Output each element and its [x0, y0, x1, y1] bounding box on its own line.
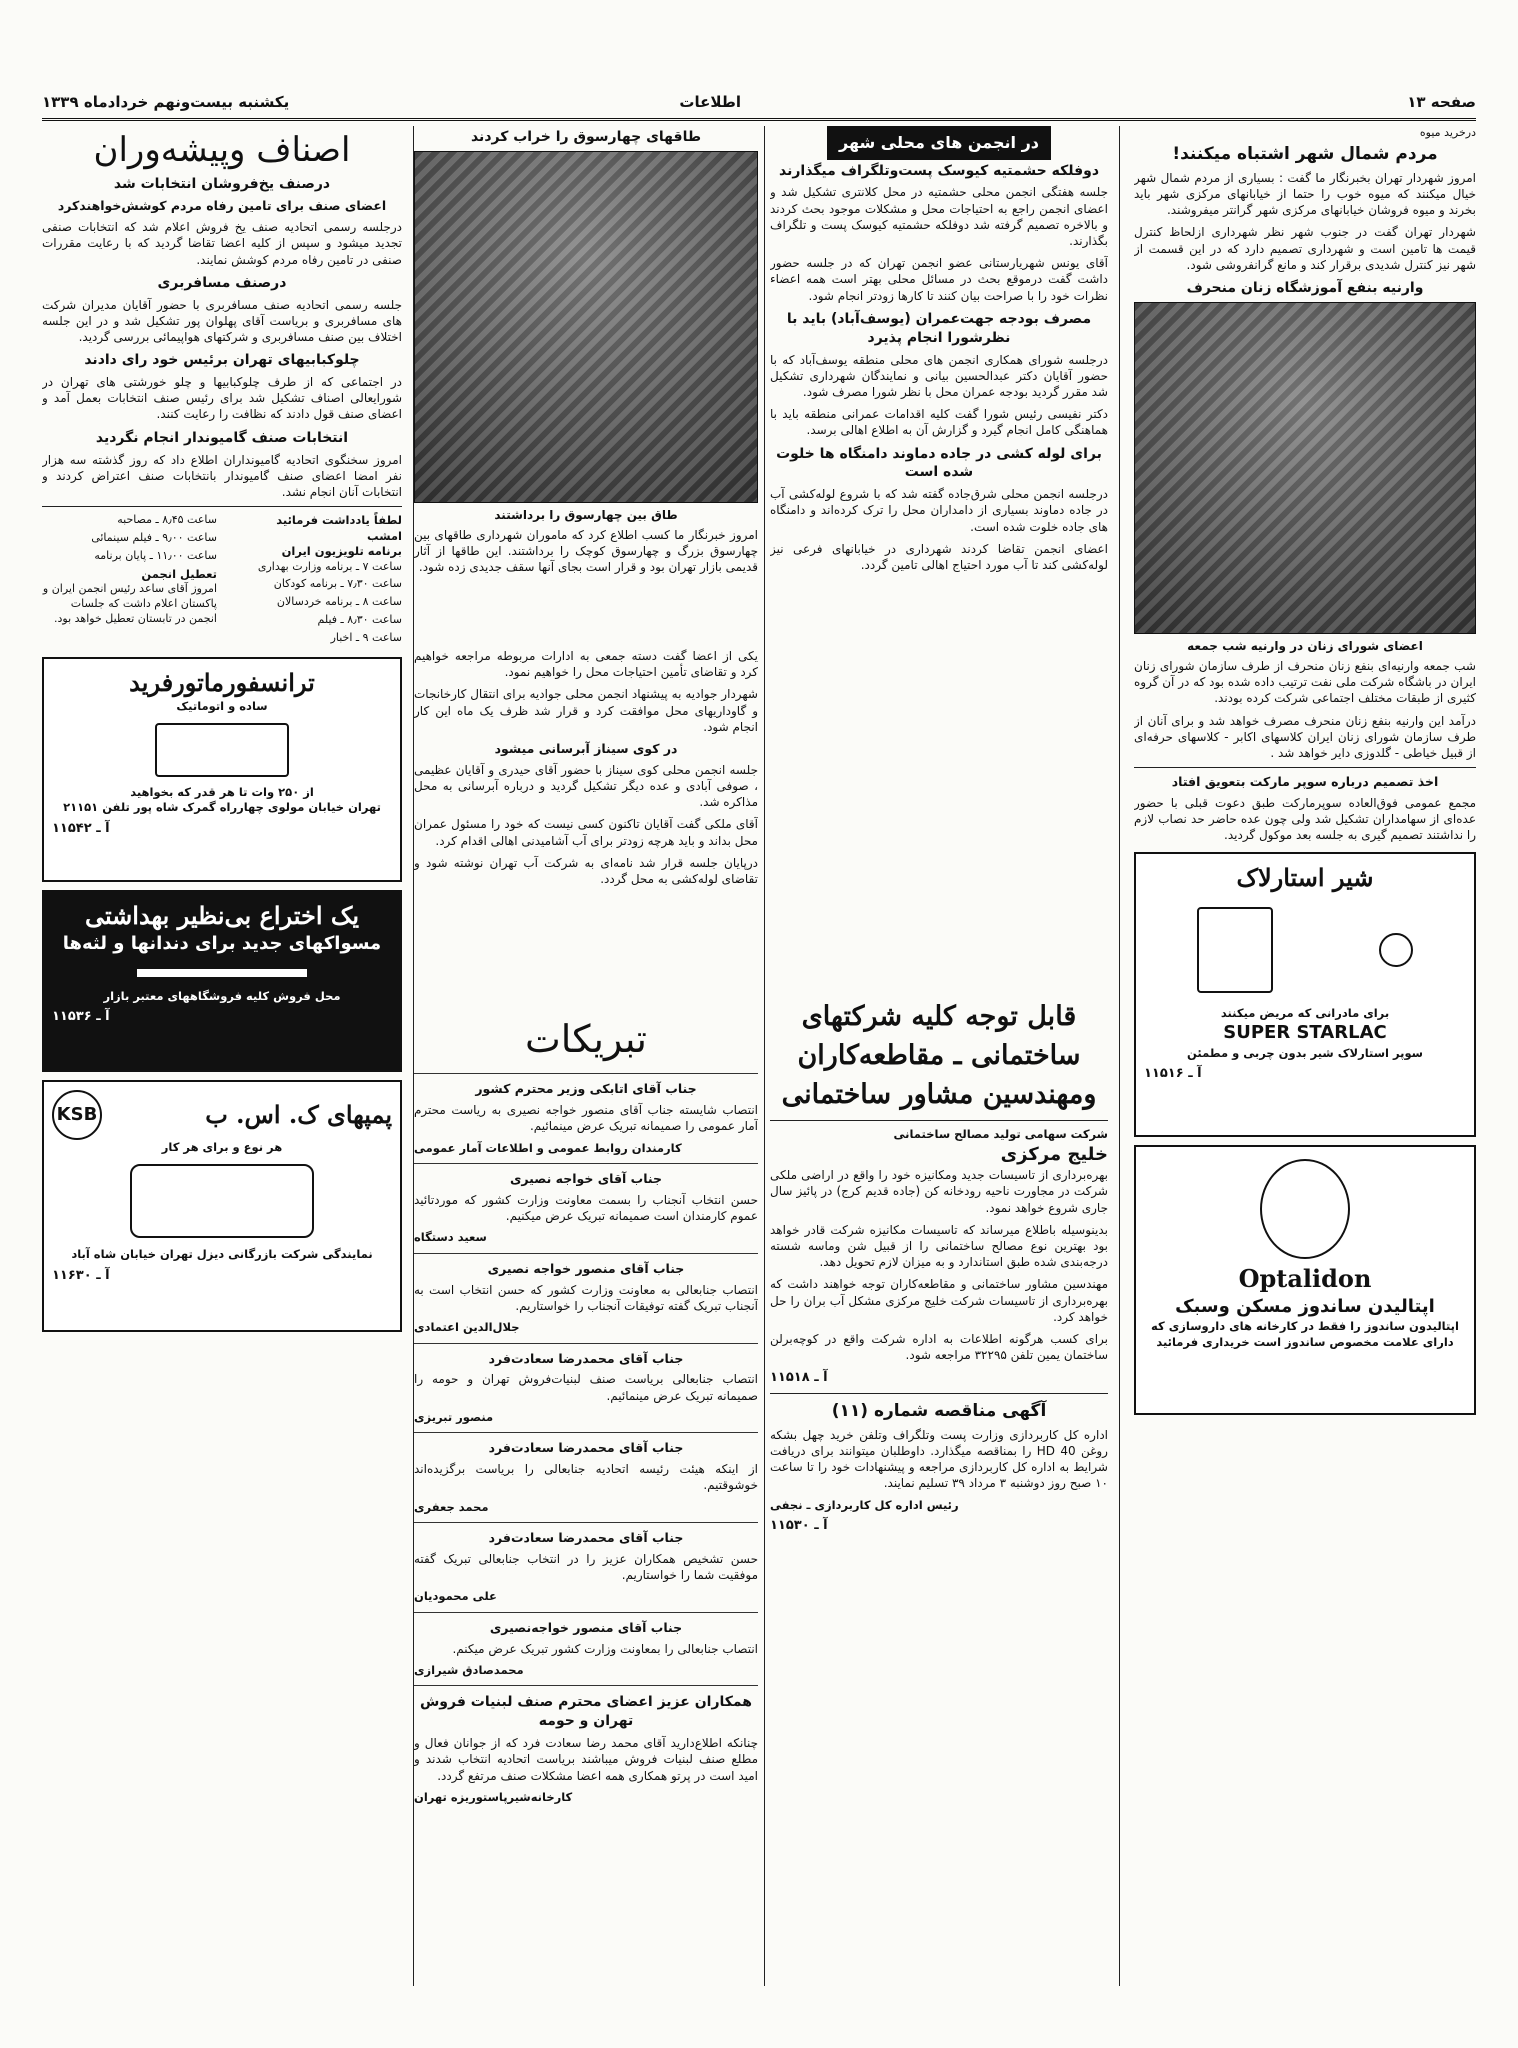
column-2	[770, 126, 1108, 986]
notice-title: قابل توجه کلیه شرکتهای ساختمانی ـ مقاطعه‌کاران ومهندسین مشاور ساختمانی	[781, 1001, 1097, 1111]
photo-caption: طاق بین چهارسوق را برداشتند	[494, 507, 678, 522]
notice-signature: کارخانه‌شیرپاستوریزه تهران	[414, 1789, 573, 1804]
ad-subtitle: هر نوع و برای هر کار	[161, 1139, 283, 1154]
congrats-item	[414, 1253, 758, 1336]
schedule-row: ساعت ۱۱٫۰۰ ـ پایان برنامه	[94, 548, 217, 562]
headline: درصنف مسافربری	[157, 274, 287, 291]
photo-title: طاقهای چهارسوق را خراب کردند	[470, 129, 702, 145]
ad-art	[52, 715, 392, 785]
girl-icon	[1379, 933, 1413, 967]
schedule-row: ساعت ۹٫۰۰ ـ فیلم سینمائی	[91, 530, 217, 544]
headline: مصرف بودجه جهت‌عمران (یوسف‌آباد) باید با نظرشورا انجام پذیرد	[786, 310, 1092, 346]
optalidon-ad	[1134, 1145, 1476, 1415]
congrats-item	[414, 1432, 758, 1515]
ad-brand: Optalidon	[1238, 1263, 1372, 1293]
headline: مردم شمال شهر اشتباه میکنند!	[1172, 143, 1438, 164]
section-label: در انجمن های محلی شهر	[827, 126, 1051, 160]
guild-logo: اصناف وپیشه‌وران	[93, 130, 351, 170]
ad-tagline: برای مادرانی که مریض میکنند	[1220, 1005, 1390, 1020]
ad-header	[52, 1090, 392, 1140]
schedule-list	[42, 513, 217, 564]
women-council-photo	[1134, 302, 1476, 634]
ad-body: اپتالیدون ساندوز را فقط در کارخانه های داروسازی که دارای علامت مخصوص ساندوز است خریداری فرمائید	[1151, 1319, 1459, 1349]
ad-art	[52, 957, 392, 989]
milk-box-icon	[1197, 907, 1273, 993]
pump-icon	[130, 1164, 314, 1238]
congrats-title: تبریکات	[525, 1017, 647, 1061]
headline: انتخابات صنف گامیوندار انجام نگردید	[95, 429, 349, 446]
tv-schedule	[42, 513, 402, 649]
congrats-item	[414, 1343, 758, 1426]
column-divider	[764, 126, 765, 1986]
notice-paragraph: مهندسین مشاور ساختمانی و مقاطعه‌کاران توجه خواهند داشت که بهره‌برداری از تاسیسات شرکت خلیج مرکزی مشکل آب بران را حل خواهد کرد.	[770, 1277, 1108, 1324]
headline: درصنف یخ‌فروشان انتخابات شد	[113, 176, 331, 193]
ad-title: شیر استارلاک	[1236, 862, 1374, 892]
tender-title: آگهی مناقصه شماره (۱۱)	[831, 1400, 1047, 1421]
kicker: درخرید میوه	[1419, 126, 1476, 139]
construction-notice	[770, 997, 1108, 2017]
ad-code: آ ـ ۱۱۵۱۶	[1144, 1066, 1202, 1082]
headline: اخذ تصمیم درباره سوپر مارکت بتعویق افتاد	[1171, 774, 1439, 790]
ksb-pump-ad	[42, 1080, 402, 1332]
ad-body: مسواکهای جدید برای دندانها و لثه‌ها	[62, 933, 382, 955]
schedule-row: ساعت ۸٫۴۵ ـ مصاحبه	[117, 513, 217, 527]
schedule-row: ساعت ۷٫۳۰ ـ برنامه کودکان	[273, 577, 402, 591]
tender-code: آ ـ ۱۱۵۳۰	[770, 1518, 828, 1534]
dairy-notice	[414, 1685, 758, 1805]
schedule-row: ساعت ۸٫۳۰ ـ فیلم	[317, 613, 402, 627]
divider	[42, 506, 402, 507]
ad-brand: SUPER STARLAC	[1223, 1022, 1387, 1044]
article-paragraph: درجلسه انجمن محلی شرق‌جاده گفته شد که با شروع لوله‌کشی آب در جاده دماوند بسیاری از دامداران محل را ترک کرده‌اند و دامنگاه های جاده خلوت شده است.	[770, 487, 1108, 534]
congratulations	[414, 1010, 758, 2030]
ad-address: نمایندگی شرکت بازرگانی دیزل تهران خیابان شاه آباد	[71, 1247, 373, 1262]
article-paragraph: درجلسه رسمی اتحادیه صنف یخ فروش اعلام شد که انتخابات صنفی تجدید میشود و سپس از کلیه اعضا تقاضا گردید که با رعایت مقررات صنفی در تامین رفاه مردم کوشش نمایند.	[42, 220, 402, 267]
tv-block-2	[42, 513, 217, 649]
issue-date: یکشنبه بیست‌ونهم خردادماه ۱۳۳۹	[42, 93, 290, 111]
toothbrush-icon	[137, 969, 307, 977]
ad-price: از ۲۵۰ وات تا هر قدر که بخواهید	[130, 784, 314, 799]
congrats-body: انتصاب شایسته جناب آقای منصور خواجه نصیری به ریاست محترم آمار عمومی را صمیمانه تبریک عرض مینمائیم.	[414, 1103, 758, 1134]
congrats-recipient: جناب آقای خواجه نصیری	[509, 1171, 663, 1187]
article-paragraph: شب جمعه وارنیه‌ای بنفع زنان منحرف از طرف سازمان شورای زنان ایران در باشگاه شرکت ملی نفت ترتیب داده شده بود که در آن گروه کثیری از طبقات مختلف اجتماعی شرکت کرده بودند.	[1134, 658, 1476, 706]
bazaar-photo	[414, 151, 758, 503]
article-paragraph: جلسه رسمی اتحادیه صنف مسافربری با حضور آقایان مدیران شرکت های مسافربری و بریاست آقای پهلوان پور تشکیل شد و در این جلسه اختلاف بین صنف مسافربری و شرکتهای هواپیمائی بررسی گردید.	[42, 297, 402, 344]
tv-program-title: برنامه تلویزیون ایران	[281, 544, 402, 559]
congrats-item	[414, 1073, 758, 1156]
article-paragraph: مجمع عمومی فوق‌العاده سوپرمارکت طبق دعوت قبلی با حضور عده‌ای از سهامداران تشکیل شد ولی چون عده حاضر حد نصاب لازم را نداشتند تصمیم گیری به جلسه بعد موکول گردید.	[1134, 795, 1476, 843]
congrats-recipient: جناب آقای منصور خواجه نصیری	[487, 1260, 685, 1276]
congrats-body: انتصاب جنابعالی بریاست صنف لبنیات‌فروش تهران و حومه را صمیمانه تبریک عرض مینمائیم.	[414, 1372, 758, 1403]
article-paragraph: دکتر نفیسی رئیس شورا گفت کلیه اقدامات عمرانی منطقه باید با هماهنگی کامل انجام گیرد و گزارش آن به اطلاع اهالی برسد.	[770, 407, 1108, 438]
congrats-signature: جلال‌الدین اعتمادی	[414, 1320, 520, 1335]
company-line: شرکت سهامی تولید مصالح ساختمانی	[893, 1127, 1108, 1142]
congrats-body: از اینکه هیئت رئیسه اتحادیه جنابعالی را بریاست برگزیده‌اند خوشوقتیم.	[414, 1462, 758, 1493]
congrats-recipient: جناب آقای اتابکی وزیر محترم کشور	[475, 1081, 697, 1097]
transformer-ad	[42, 657, 402, 882]
tv-tonight: امشب	[367, 528, 402, 543]
ad-art	[1144, 1155, 1466, 1263]
ad-code: آ ـ ۱۱۵۴۲	[52, 820, 110, 836]
congrats-body: حسن تشخیص همکاران عزیز را در انتخاب جنابعالی تبریک گفته موفقیت شما را خواستاریم.	[414, 1552, 758, 1583]
face-icon	[1260, 1159, 1350, 1259]
article-paragraph: آقای یونس شهریارستانی عضو انجمن تهران که در جلسه حضور داشت گفت درموقع بحث در مسائل محلی بهتر است همه اعضاء نظرات خود را با صراحت بیان کنند تا کارها زودتر انجام شود.	[770, 256, 1108, 303]
tv-block	[227, 513, 402, 649]
article-paragraph: درپایان جلسه قرار شد نامه‌ای به شرکت آب تهران نوشته شود و تقاضای لوله‌کشی به محل گردد.	[414, 855, 758, 886]
notice-title: همکاران عزیز اعضای محترم صنف لبنیات فروش تهران و حومه	[419, 1694, 752, 1730]
congrats-list	[414, 1073, 758, 1678]
tender-paragraph: اداره کل کاربردازی وزارت پست وتلگراف وتلفن خرید چهل بشکه روغن HD 40 را بمناقصه میگذارد. داوطلبان میتوانند برای دریافت شرایط به اداره کل کاربردازی مراجعه و پیشنهادات خود را تا ساعت ۱۰ صبح روز دوشنبه ۳ مرداد ۳۹ تسلیم نمایند.	[770, 1427, 1108, 1491]
ad-art	[52, 1155, 392, 1247]
toothbrush-ad	[42, 890, 402, 1072]
congrats-item	[414, 1522, 758, 1605]
ad-title: یک اختراع بی‌نظیر بهداشتی	[84, 900, 360, 930]
ad-title: اپتالیدن ساندوز مسکن وسبک	[1175, 1295, 1435, 1317]
congrats-body: انتصاب جنابعالی را بمعاونت وزارت کشور تبریک عرض میکنم.	[452, 1641, 758, 1656]
headline: دوفلکه حشمتیه کیوسک پست‌وتلگراف میگذارند	[779, 162, 1099, 179]
article-paragraph: درآمد این وارنیه بنفع زنان منحرف مصرف خواهد شد و برای آنان از طرف سازمان شورای زنان ایران کلاسهای اکابر - کلاسهای حرفه‌ای از قبیل خیاطی - گلدوزی دایر خواهد شد .	[1134, 713, 1476, 760]
congrats-recipient: جناب آقای محمدرضا سعادت‌فرد	[488, 1350, 684, 1366]
ad-code: آ ـ ۱۱۶۳۰	[52, 1267, 110, 1283]
column-1	[1134, 126, 1476, 2006]
congrats-signature: سعید دستگاه	[414, 1230, 487, 1245]
article-paragraph: شهردار جوادیه به پیشنهاد انجمن محلی جوادیه برای انتقال کارخانجات و گاوداریهای محل موافقت کرد و قرار شد ظرف یک ماه این کار انجام شود.	[414, 687, 758, 734]
article-paragraph: امروز شهردار تهران بخبرنگار ما گفت : بسیاری از مردم شمال شهر خیال میکنند که میوه خوب را حتما از خیابانهای مرکزی شهر باید بخرند و میوه فروشان خیابانهای مرکزی شهر گرانتر میفروشند.	[1134, 170, 1476, 218]
article-paragraph: در اجتماعی که از طرف چلوکبابیها و چلو خورشتی های تهران در شورایعالی اصناف تشکیل شد برای رئیس صنف انتخابات بعمل آمد و اعضای صنف قول دادند که نظافت را رعایت کنند.	[42, 375, 402, 422]
tv-title: لطفاً یادداشت فرمائید	[276, 513, 402, 528]
ad-subtitle: محل فروش کلیه فروشگاههای معتبر بازار	[103, 988, 341, 1003]
transformer-icon	[155, 723, 289, 777]
newspaper-name: اطلاعات	[679, 93, 741, 111]
ad-title: پمپهای ک. اس. ب	[205, 1099, 392, 1129]
ad-address: تهران خیابان مولوی چهارراه گمرک شاه پور تلفن ۲۱۱۵۱	[63, 800, 381, 815]
schedule-row: ساعت ۷ ـ برنامه وزارت بهداری	[257, 559, 402, 573]
ksb-logo: KSB	[52, 1090, 102, 1140]
congrats-item	[414, 1163, 758, 1246]
congrats-signature: منصور تبریزی	[414, 1409, 494, 1424]
schedule-list	[227, 560, 402, 646]
congrats-item	[414, 1612, 758, 1679]
article-paragraph: اعضای انجمن تقاضا کردند شهرداری در خیابانهای فرعی نیز لوله‌کشی کند تا آب مورد احتیاج اهالی تامین گردد.	[770, 541, 1108, 573]
article-paragraph: جلسه هفتگی انجمن محلی حشمتیه در محل کلانتری تشکیل شد و اعضای انجمن راجع به احتیاجات محل و مشکلات موجود بحث کردند و بالاخره تصمیم گرفته شد دوفلکه حشمتیه کیوسک پست و تلگراف بگذارند.	[770, 185, 1108, 249]
photo-caption: اعضای شورای زنان در وارنیه شب جمعه	[1187, 638, 1423, 653]
ad-subtitle: ساده و اتوماتیک	[176, 699, 268, 714]
congrats-signature: محمد جعفری	[414, 1499, 489, 1514]
ad-title: ترانسفورماتورفرید	[129, 667, 315, 697]
divider	[770, 1120, 1108, 1121]
schedule-row: ساعت ۸ ـ برنامه خردسالان	[276, 595, 402, 609]
notice-code: آ ـ ۱۱۵۱۸	[770, 1370, 828, 1386]
closure-title: تعطیل انجمن	[141, 566, 217, 581]
column-4	[42, 126, 402, 2006]
congrats-recipient: جناب آقای منصور خواجه‌نصیری	[489, 1619, 683, 1635]
ad-subtitle: سوپر استارلاک شیر بدون چربی و مطمئن	[1187, 1045, 1423, 1060]
tender-signature: رئیس اداره کل کاربردازی ـ نجفی	[770, 1497, 959, 1512]
ad-art	[1144, 894, 1466, 1006]
congrats-signature: کارمندان روابط عمومی و اطلاعات آمار عمومی	[414, 1140, 682, 1155]
congrats-body: انتصاب جنابعالی به معاونت وزارت کشور که حسن انتخاب است به آنجناب تبریک گفته توفیقات آنجناب را خواستاریم.	[414, 1282, 758, 1313]
section-label-wrap	[770, 126, 1108, 160]
article-paragraph: آقای ملکی گفت آقایان تاکنون کسی نیست که خود را مسئول عمران محل بداند و باید هرچه زودتر برای آب آشامیدنی اهالی اقدام کرد.	[414, 817, 758, 848]
notice-paragraph: برای کسب هرگونه اطلاعات به اداره شرکت واقع در کوچه‌برلن ساختمان یمین تلفن ۳۲۲۹۵ مراجعه شود.	[770, 1331, 1108, 1363]
column-divider	[1119, 126, 1120, 1986]
article-paragraph: شهردار تهران گفت در جنوب شهر نظر شهرداری ازلحاظ کنترل قیمت ها تامین است و شهرداری تصمیم دارد که در این قسمت از شهر نیز کنترل شدیدی برقرار کند و مانع گرانفروشی شود.	[1134, 225, 1476, 272]
divider	[770, 1393, 1108, 1394]
headline: در کوی سیناز آبرسانی میشود	[494, 740, 678, 756]
schedule-row: ساعت ۹ ـ اخبار	[330, 631, 402, 644]
divider	[1134, 767, 1476, 768]
article-paragraph: درجلسه شورای همکاری انجمن های محلی منطقه یوسف‌آباد که با حضور آقایان دکتر عبدالحسین بیانی و نمایندگان شهرداری تشکیل شد مقرر گردید بودجه عمران محل با نظر شورا مصرف شود.	[770, 352, 1108, 399]
photo-title: وارنیه بنفع آموزشگاه زنان منحرف	[1186, 279, 1424, 296]
masthead	[42, 88, 1476, 121]
column-3-lower	[414, 648, 758, 998]
headline: چلوکبابیهای تهران برئیس خود رای دادند	[84, 352, 360, 369]
congrats-recipient: جناب آقای محمدرضا سعادت‌فرد	[488, 1530, 684, 1546]
company-name: خلیج مرکزی	[1000, 1143, 1108, 1165]
closure-paragraph: امروز آقای ساعد رئیس انجمن ایران و پاکستان اعلام داشت که جلسات انجمن در تابستان تعطیل خواهد بود.	[42, 582, 217, 625]
notice-paragraph: بدینوسیله باطلاع میرساند که تاسیسات مکانیزه شرکت قادر خواهد بود بهترین نوع مصالح ساختمانی را از قبیل شن وماسه شسته درجه‌بندی شده طبق استاندارد و به میزان لازم تحویل دهد.	[770, 1222, 1108, 1270]
starlac-ad	[1134, 852, 1476, 1137]
article-paragraph: یکی از اعضا گفت دسته جمعی به ادارات مربوطه مراجعه خواهیم کرد و تقاضای تأمین احتیاجات محل را خواهیم نمود.	[414, 649, 758, 680]
notice-body: چنانکه اطلاع‌دارید آقای محمد رضا سعادت فرد که از جوانان فعال و مطلع صنف لبنیات فروش میباشند بریاست اتحادیه انتخاب شدند و امید است در پرتو همکاری همه اعضا مشکلات صنف مرتفع گردد.	[414, 1736, 758, 1783]
page-label: صفحه ۱۳	[1407, 93, 1476, 111]
subheadline: اعضای صنف برای تامین رفاه مردم کوشش‌خواهندکرد	[57, 198, 387, 214]
congrats-signature: محمدصادق شیرازی	[414, 1662, 524, 1677]
congrats-body: حسن انتخاب آنجناب را بسمت معاونت وزارت کشور که موردتائید عموم کارمندان است صمیمانه تبریک عرض میکنیم.	[414, 1192, 758, 1224]
article-paragraph: امروز خبرنگار ما کسب اطلاع کرد که ماموران شهرداری طاقهای بین چهارسوق بزرگ و چهارسوق کوچک را برداشتند. این طاقها از آثار قدیمی بازار تهران بود و قرار است بجای آنها سقف جدیدی زده شود.	[414, 528, 758, 575]
congrats-recipient: جناب آقای محمدرضا سعادت‌فرد	[488, 1440, 684, 1456]
ad-code: آ ـ ۱۱۵۳۶	[52, 1009, 110, 1025]
article-paragraph: امروز سخنگوی اتحادیه گامیونداران اطلاع داد که روز گذشته سه هزار نفر امضا اعضای صنف گامیوندار بانتخابات صنف اعتراض کردند و انتخابات آنان انجام نشد.	[42, 452, 402, 499]
notice-paragraph: بهره‌برداری از تاسیسات جدید ومکانیزه خود را واقع در اراضی ملکی شرکت در مجاورت ناحیه رودخانه کن (جاده قدیم کرج) در پائیز سال جاری شروع خواهد نمود.	[770, 1168, 1108, 1215]
headline: برای لوله کشی در جاده دماوند دامنگاه ها خلوت شده است	[776, 445, 1102, 481]
congrats-signature: علی محمودیان	[414, 1589, 497, 1604]
article-paragraph: جلسه انجمن محلی کوی سیناز با حضور آقای حیدری و آقایان عظیمی ، صوفی آبادی و عده دیگر تشکیل گردید و درباره آبرسانی به محل مذاکره شد.	[414, 762, 758, 810]
